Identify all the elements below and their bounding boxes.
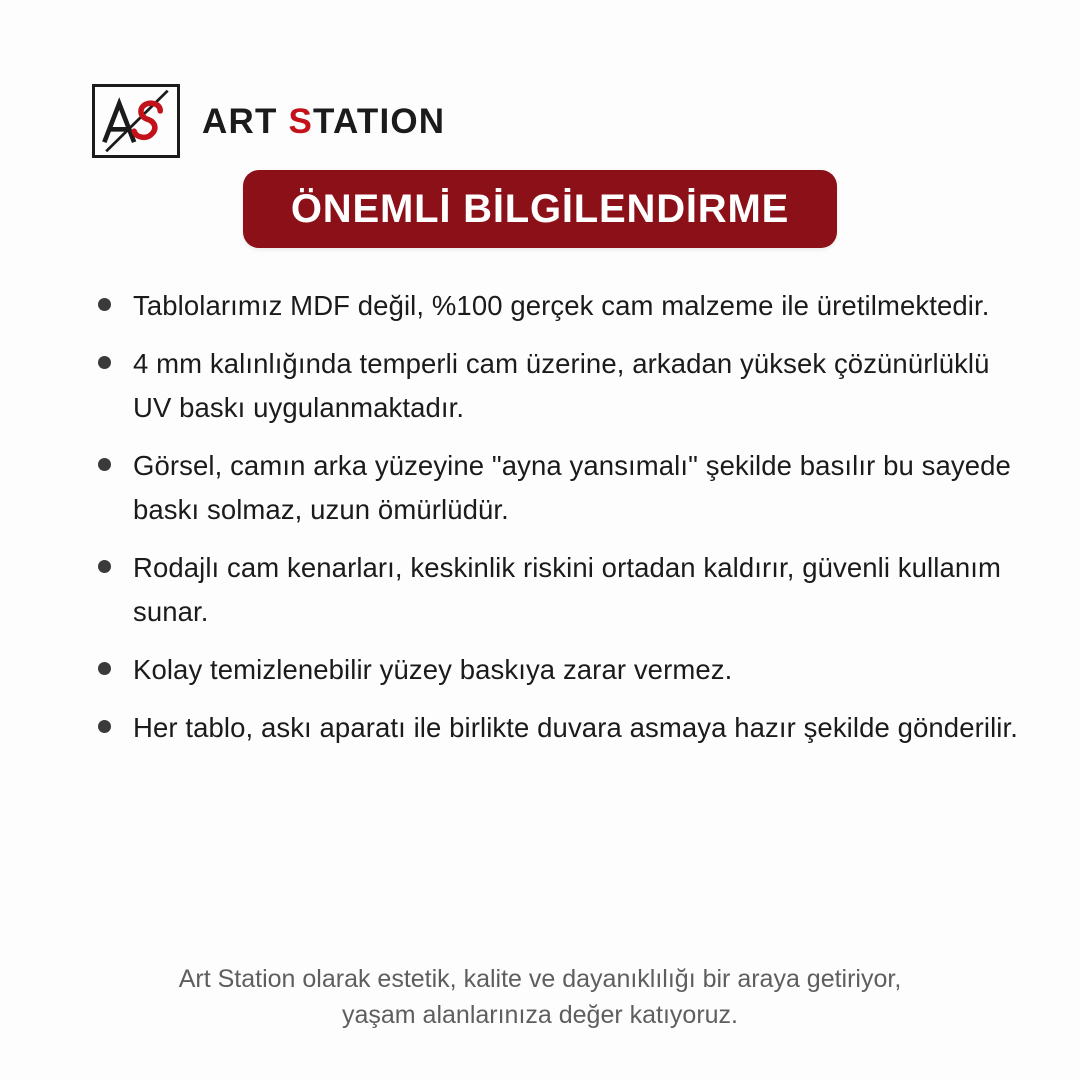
list-item	[98, 444, 1028, 532]
bullet-dot-icon	[98, 560, 111, 573]
feature-list	[98, 284, 1028, 764]
list-item	[98, 284, 1028, 328]
list-item-text: Her tablo, askı aparatı ile birlikte duvara asmaya hazır şekilde gönderilir.	[133, 712, 1018, 743]
list-item-text: Görsel, camın arka yüzeyine "ayna yansımalı" şekilde basılır bu sayede baskı solmaz, uzun ömürlüdür.	[133, 450, 1011, 525]
list-item	[98, 648, 1028, 692]
brand-name-part2: TATION	[313, 101, 446, 141]
list-item-text: 4 mm kalınlığında temperli cam üzerine, arkadan yüksek çözünürlüklü UV baskı uygulanmaktadır.	[133, 348, 990, 423]
page-title: ÖNEMLİ BİLGİLENDİRME	[290, 187, 790, 231]
title-banner	[243, 170, 837, 248]
as-monogram-icon	[92, 84, 180, 158]
list-item-text: Kolay temizlenebilir yüzey baskıya zarar vermez.	[133, 654, 733, 685]
brand-name-accent: S	[288, 101, 314, 141]
bullet-dot-icon	[98, 720, 111, 733]
list-item-text: Rodajlı cam kenarları, keskinlik riskini ortadan kaldırır, güvenli kullanım sunar.	[133, 552, 1001, 627]
brand-name	[202, 101, 446, 141]
list-item-text: Tablolarımız MDF değil, %100 gerçek cam malzeme ile üretilmektedir.	[133, 290, 990, 321]
list-item	[98, 342, 1028, 430]
list-item	[98, 546, 1028, 634]
bullet-dot-icon	[98, 662, 111, 675]
brand-name-part1: ART	[202, 101, 289, 141]
footer-line-1: Art Station olarak estetik, kalite ve dayanıklılığı bir araya getiriyor,	[178, 965, 902, 993]
footer-slogan	[0, 962, 1080, 1033]
list-item	[98, 706, 1028, 750]
bullet-dot-icon	[98, 356, 111, 369]
footer-line-2: yaşam alanlarınıza değer katıyoruz.	[341, 1000, 739, 1029]
brand-logo	[92, 84, 445, 158]
bullet-dot-icon	[98, 298, 111, 311]
bullet-dot-icon	[98, 458, 111, 471]
